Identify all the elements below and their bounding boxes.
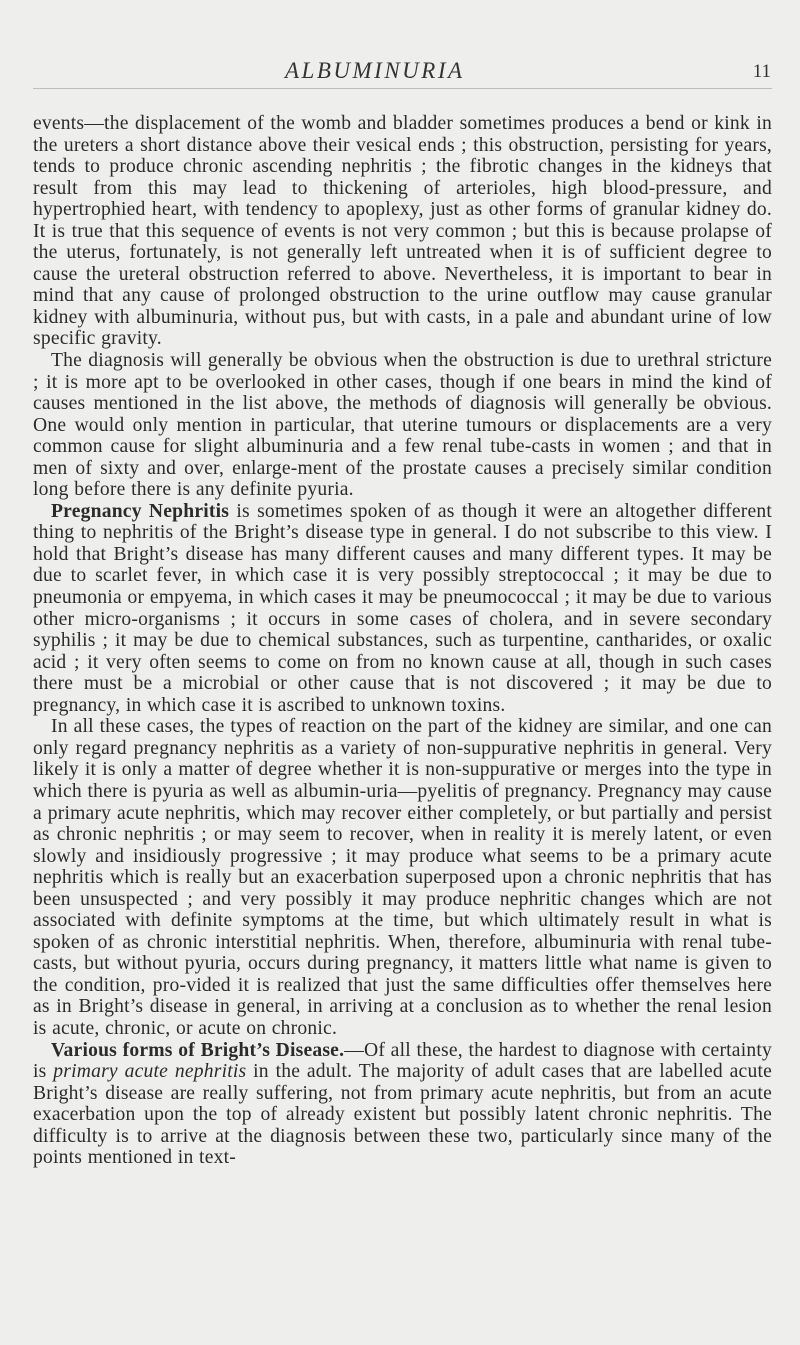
paragraph-text: events—the displacement of the womb and bladder sometimes produces a bend or kink in the ureters a short distance above their vesical ends ; this obstruction, persisting for years, tends to produce chronic ascending nephritis ; the fibrotic changes in the kidneys that result from this may lead to thickening of arterioles, high blood-pressure, and hypertrophied heart, with tendency to apoplexy, just as other forms of granular kidney do. It is true that this sequence of events is not very common ; but this is because prolapse of the uterus, fortunately, is not generally left untreated when it is of sufficient degree to cause the ureteral obstruction referred to above. Nevertheless, it is important to bear in mind that any cause of prolonged obstruction to the urine outflow may cause granular kidney with albuminuria, without pus, but with casts, in a pale and abundant urine of low specific gravity. — [33, 113, 772, 350]
paragraph — [33, 350, 772, 501]
paragraph-text: —Of all these, the hardest to diagnose with certainty is — [33, 1039, 772, 1083]
section-heading-pregnancy-nephritis: Pregnancy Nephritis — [51, 500, 230, 522]
paragraph — [33, 501, 772, 716]
body-text — [33, 113, 772, 1169]
running-title: ALBUMINURIA — [285, 58, 465, 83]
paragraph-text: in the adult. The majority of adult cases that are labelled acute Bright’s disease are really suffering, not from primary acute nephritis, but from an acute exacerbation upon the top of already existent but possibly latent chronic nephritis. The difficulty is to arrive at the diagnosis between these two, particularly since many of the points mentioned in text- — [33, 1061, 772, 1169]
running-head — [285, 58, 771, 88]
paragraph-text: In all these cases, the types of reaction on the part of the kidney are similar, and one can only regard pregnancy nephritis as a variety of non-suppurative nephritis in general. Very likely it is only a matter of degree whether it is non-suppurative or merges into the type in which there is pyuria as well as albumin-uria—pyelitis of pregnancy. Pregnancy may cause a primary acute nephritis, which may recover either completely, or but partially and persist as chronic nephritis ; or may seem to recover, when in reality it is merely latent, or even slowly and insidiously progressive ; it may produce what seems to be a primary acute nephritis which is really but an exacerbation superposed upon a chronic nephritis that has been unsuspected ; and very possibly it may produce nephritic changes which are not associated with definite symptoms at the time, but which ultimately result in what is spoken of as chronic interstitial nephritis. When, therefore, albuminuria with renal tube-casts, but without pyuria, occurs during pregnancy, it matters little what name is given to the condition, pro-vided it is realized that just the same difficulties offer themselves here as in Bright’s disease in general, in arriving at a conclusion as to whether the renal lesion is acute, chronic, or acute on chronic. — [33, 716, 772, 1039]
paragraph-text: is sometimes spoken of as though it were an altogether different thing to nephritis of the Bright’s disease type in general. I do not subscribe to this view. I hold that Bright’s disease has many different causes and many different types. It may be due to scarlet fever, in which case it is very possibly streptococcal ; it may be due to pneumonia or empyema, in which cases it may be pneumococcal ; it may be due to various other micro-organisms ; it occurs in some cases of cholera, and in severe secondary syphilis ; it may be due to chemical substances, such as turpentine, cantharides, or oxalic acid ; it very often seems to come on from no known cause at all, though in such cases there must be a microbial or other cause that is not discovered ; it may be due to pregnancy, in which case it is ascribed to unknown toxins. — [33, 500, 772, 716]
italic-term: primary acute nephritis — [53, 1061, 247, 1083]
section-heading-brights-disease: Various forms of Bright’s Disease. — [51, 1039, 345, 1061]
paragraph — [33, 113, 772, 350]
page-number: 11 — [752, 61, 771, 82]
paragraph — [33, 716, 772, 1039]
paragraph-text: The diagnosis will generally be obvious when the obstruction is due to urethral stricture ; it is more apt to be overlooked in other cases, though if one bears in mind the kind of causes mentioned in the list above, the methods of diagnosis will generally be obvious. One would only mention in particular, that uterine tumours or displacements are a very common cause for slight albuminuria and a few renal tube-casts in women ; and that in men of sixty and over, enlarge-ment of the prostate causes a precisely similar condition long before there is any definite pyuria. — [33, 350, 772, 501]
paragraph — [33, 1040, 772, 1169]
header-rule — [33, 88, 772, 89]
